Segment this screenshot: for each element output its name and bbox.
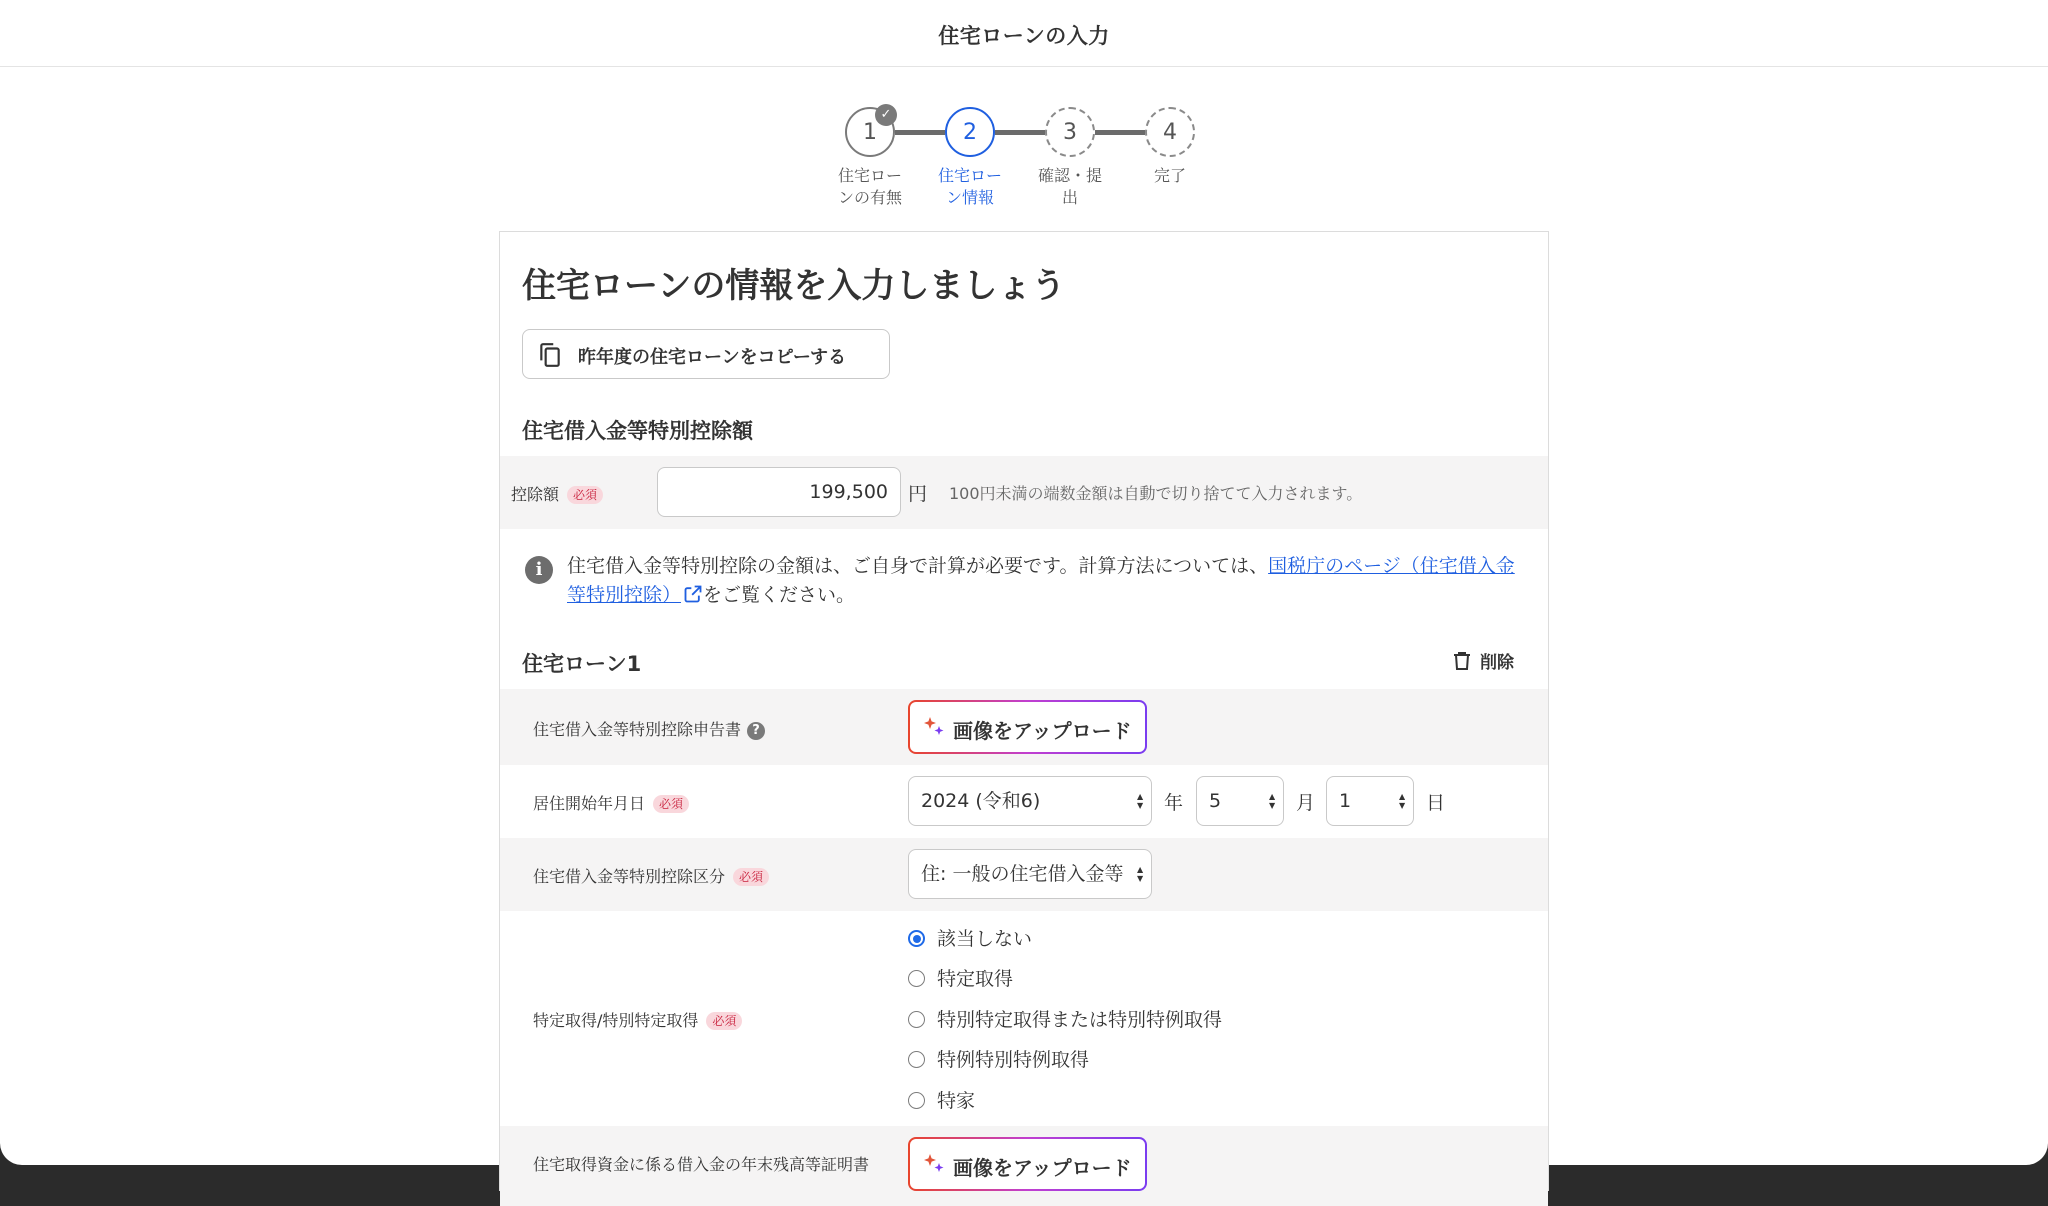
day-select[interactable] <box>1326 776 1414 826</box>
special-acquisition-row <box>500 911 1548 1117</box>
trash-icon <box>1453 651 1471 671</box>
radio-not-applicable[interactable] <box>908 924 1032 951</box>
special-acquisition-label <box>533 1008 742 1031</box>
required-badge: 必須 <box>733 868 769 886</box>
radio-label: 特別特定取得または特別特例取得 <box>937 1009 1223 1031</box>
info-icon: i <box>525 556 553 584</box>
upload-image-button-2[interactable] <box>908 1137 1147 1191</box>
radio-special-exception-acquisition[interactable] <box>908 1045 1089 1072</box>
step-2-number: 2 <box>963 120 977 145</box>
deduction-category-label <box>533 864 769 887</box>
year-select[interactable] <box>908 776 1152 826</box>
step-4-circle <box>1145 107 1195 157</box>
select-arrows-icon: ▲ ▼ <box>1137 865 1144 883</box>
info-text-before: 住宅借入金等特別控除の金額は、ご自身で計算が必要です。計算方法については、 <box>567 555 1269 577</box>
required-badge: 必須 <box>706 1012 742 1030</box>
radio-specified-acquisition[interactable] <box>908 964 1013 991</box>
step-2-label: 住宅ローン情報 <box>937 166 1002 207</box>
radio-icon <box>908 970 925 987</box>
balance-certificate-row <box>500 1126 1548 1206</box>
category-select-value: 住: 一般の住宅借入金等 <box>921 863 1124 885</box>
step-3-circle <box>1045 107 1095 157</box>
yen-unit: 円 <box>908 483 928 505</box>
month-select-value: 5 <box>1209 790 1222 812</box>
checkmark-icon: ✓ <box>875 104 897 126</box>
radio-selected-icon <box>908 930 925 947</box>
step-1-label: 住宅ローンの有無 <box>837 166 902 207</box>
deduction-label-text: 控除額 <box>511 485 560 504</box>
upload-button-label: 画像をアップロード <box>953 1156 1132 1180</box>
radio-label: 特家 <box>937 1090 976 1112</box>
step-3-label: 確認・提出 <box>1037 166 1102 207</box>
step-2-circle <box>945 107 995 157</box>
deduction-category-select[interactable] <box>908 849 1152 899</box>
loan-1-title: 住宅ローン1 <box>522 652 642 676</box>
form-heading: 住宅ローンの情報を入力しましょう <box>522 266 1066 306</box>
deduction-amount-input[interactable]: 199,500 <box>657 467 901 517</box>
select-arrows-icon: ▲ ▼ <box>1137 792 1144 810</box>
move-in-label-text: 居住開始年月日 <box>533 794 646 813</box>
deduction-amount-row <box>500 456 1548 529</box>
step-4 <box>1130 105 1210 187</box>
help-icon[interactable]: ? <box>747 722 765 740</box>
progress-stepper <box>830 105 1190 215</box>
radio-label: 該当しない <box>937 928 1033 950</box>
step-3-number: 3 <box>1063 120 1077 145</box>
info-text-after: をご覧ください。 <box>703 584 856 606</box>
copy-last-year-button[interactable] <box>522 329 890 379</box>
select-arrows-icon: ▲ ▼ <box>1269 792 1276 810</box>
upload-image-button[interactable] <box>908 700 1147 754</box>
sparkle-icon <box>923 715 947 739</box>
sparkle-icon <box>923 1152 947 1176</box>
step-4-label: 完了 <box>1153 166 1186 185</box>
balance-certificate-label: 住宅取得資金に係る借入金の年末残高等証明書 <box>533 1155 870 1174</box>
external-link-icon[interactable] <box>683 584 703 604</box>
required-badge: 必須 <box>567 486 603 504</box>
year-unit: 年 <box>1164 792 1184 814</box>
select-arrows-icon: ▲ ▼ <box>1399 792 1406 810</box>
radio-icon <box>908 1051 925 1068</box>
month-select[interactable] <box>1196 776 1284 826</box>
step-3 <box>1030 105 1110 209</box>
application-form-label <box>533 717 765 740</box>
delete-loan-button[interactable] <box>1453 648 1514 673</box>
category-label-text: 住宅借入金等特別控除区分 <box>533 867 726 886</box>
nta-page-link[interactable]: 国税庁のページ（住宅借入金等特別控除） <box>567 555 1515 606</box>
radio-icon <box>908 1011 925 1028</box>
step-4-number: 4 <box>1163 120 1177 145</box>
deduction-category-row <box>500 838 1548 911</box>
day-select-value: 1 <box>1339 790 1352 812</box>
copy-icon <box>537 342 563 368</box>
rounding-hint: 100円未満の端数金額は自動で切り捨てて入力されます。 <box>949 484 1363 503</box>
application-label-text: 住宅借入金等特別控除申告書 <box>533 720 742 739</box>
deduction-section-title: 住宅借入金等特別控除額 <box>522 419 753 443</box>
delete-label: 削除 <box>1480 653 1514 673</box>
header-bar <box>0 0 2048 67</box>
step-2 <box>930 105 1010 209</box>
form-card <box>499 231 1549 1191</box>
day-unit: 日 <box>1426 792 1446 814</box>
info-text <box>567 552 1532 610</box>
radio-special-specified-acquisition[interactable] <box>908 1005 1222 1032</box>
deduction-amount-label <box>511 482 603 505</box>
step-1-number: 1 <box>863 120 877 145</box>
year-select-value: 2024 (令和6) <box>921 790 1041 812</box>
copy-button-label: 昨年度の住宅ローンをコピーする <box>578 347 847 368</box>
page-title: 住宅ローンの入力 <box>938 24 1110 48</box>
radio-label: 特定取得 <box>937 968 1014 990</box>
step-1 <box>830 105 910 209</box>
step-1-circle <box>845 107 895 157</box>
application-form-row <box>500 689 1548 765</box>
radio-tokka[interactable] <box>908 1086 975 1113</box>
move-in-date-row <box>500 765 1548 838</box>
upload-button-label: 画像をアップロード <box>953 719 1132 743</box>
required-badge: 必須 <box>653 795 689 813</box>
move-in-date-label <box>533 791 689 814</box>
radio-icon <box>908 1092 925 1109</box>
radio-label: 特例特別特例取得 <box>937 1049 1090 1071</box>
special-label-text: 特定取得/特別特定取得 <box>533 1011 699 1030</box>
month-unit: 月 <box>1296 792 1316 814</box>
